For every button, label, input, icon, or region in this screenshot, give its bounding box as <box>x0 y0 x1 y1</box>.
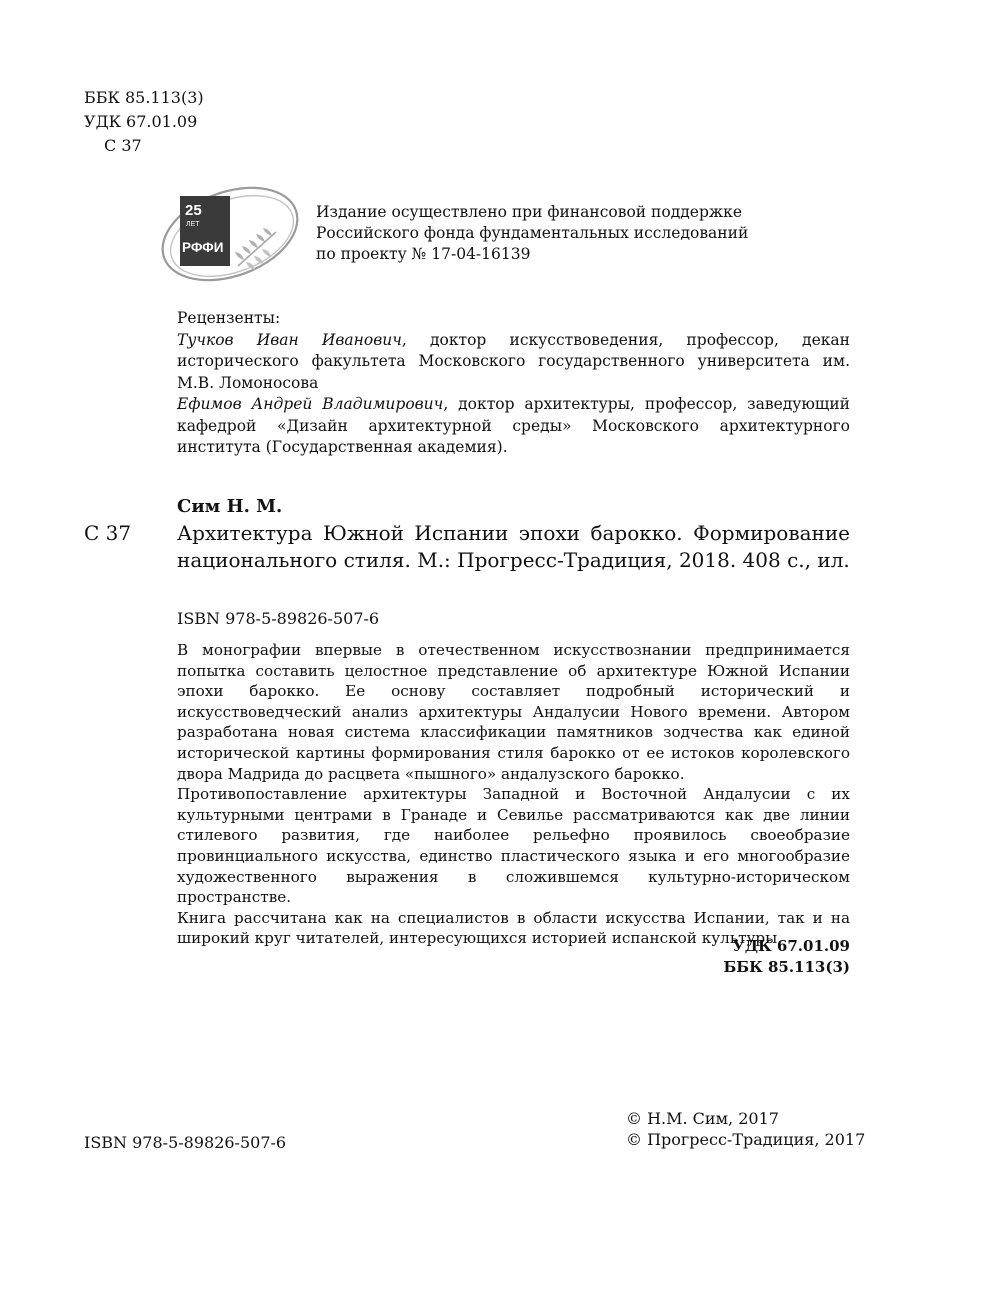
logo-badge-label: ЛЕТ <box>186 221 200 228</box>
catalog-code: С 37 <box>104 136 142 155</box>
reviewer-details: , доктор архитектуры, профессор, заведующий кафедрой «Дизайн архитектурной среды» Московского архитектурного института (Государственная академия). <box>177 395 850 456</box>
udk-code: УДК 67.01.09 <box>84 112 198 131</box>
abstract-paragraph: Противопоставление архитектуры Западной и Восточной Андалусии с их культурными центрами в Гранаде и Севилье рассматриваются как две линии стилевого развития, где наиболее рельефно проявилось своеобразие провинциального искусства, единство пластического языка и его многообразие художественного выражения в сложившемся культурно-историческом пространстве. <box>177 785 850 907</box>
book-isbn: ISBN 978-5-89826-507-6 <box>177 609 380 628</box>
reviewer-name: Тучков Иван Иванович <box>177 330 402 349</box>
footer-isbn: ISBN 978-5-89826-507-6 <box>84 1133 287 1152</box>
copyright-author: © Н.М. Сим, 2017 <box>626 1109 779 1128</box>
book-catalog-code: С 37 <box>84 521 132 545</box>
reviewer-details: , доктор искусствоведения, профессор, декан исторического факультета Московского государственного университета им. М.В. Ломоносова <box>177 330 850 392</box>
abstract-paragraph: В монографии впервые в отечественном искусствознании предпринимается попытка составить целостное представление об архитектуре Южной Испании эпохи барокко. Ее основу составляет подробный исторический и искусствоведческий анализ архитектуры Андалусии Нового времени. Автором разработана новая система классификации памятников зодчества как единой исторической картины формирования стиля барокко от ее истоков королевского двора Мадрида до расцвета «пышного» андалузского барокко. <box>177 641 850 783</box>
reviewers-section <box>177 308 850 459</box>
reviewer-name: Ефимов Андрей Владимирович <box>177 395 444 413</box>
logo-badge-name: РФФИ <box>182 240 224 255</box>
funding-line: Российского фонда фундаментальных исследований <box>316 224 749 242</box>
index-udk: УДК 67.01.09 <box>732 937 850 955</box>
rffi-logo <box>154 182 304 284</box>
bbk-code: ББК 85.113(3) <box>84 88 204 107</box>
book-title: Архитектура Южной Испании эпохи барокко. Формирование национального стиля. М.: Прогресс-Традиция, 2018. 408 с., ил. <box>177 521 850 572</box>
reviewer-entry <box>177 330 850 395</box>
reviewer-entry <box>177 394 850 459</box>
book-abstract <box>177 640 850 949</box>
index-bbk: ББК 85.113(3) <box>723 958 850 976</box>
funding-notice <box>316 202 749 265</box>
funding-line: Издание осуществлено при финансовой поддержке <box>316 203 742 221</box>
copyright-block <box>626 1108 865 1150</box>
copyright-publisher: © Прогресс-Традиция, 2017 <box>626 1130 866 1149</box>
funding-line: по проекту № 17-04-16139 <box>316 245 531 263</box>
reviewers-heading: Рецензенты: <box>177 309 281 327</box>
logo-badge-years: 25 <box>185 202 202 219</box>
abstract-paragraph: Книга рассчитана как на специалистов в области искусства Испании, так и на широкий круг читателей, интересующихся историей испанской культуры. <box>177 908 850 948</box>
book-author: Сим Н. М. <box>177 496 283 517</box>
